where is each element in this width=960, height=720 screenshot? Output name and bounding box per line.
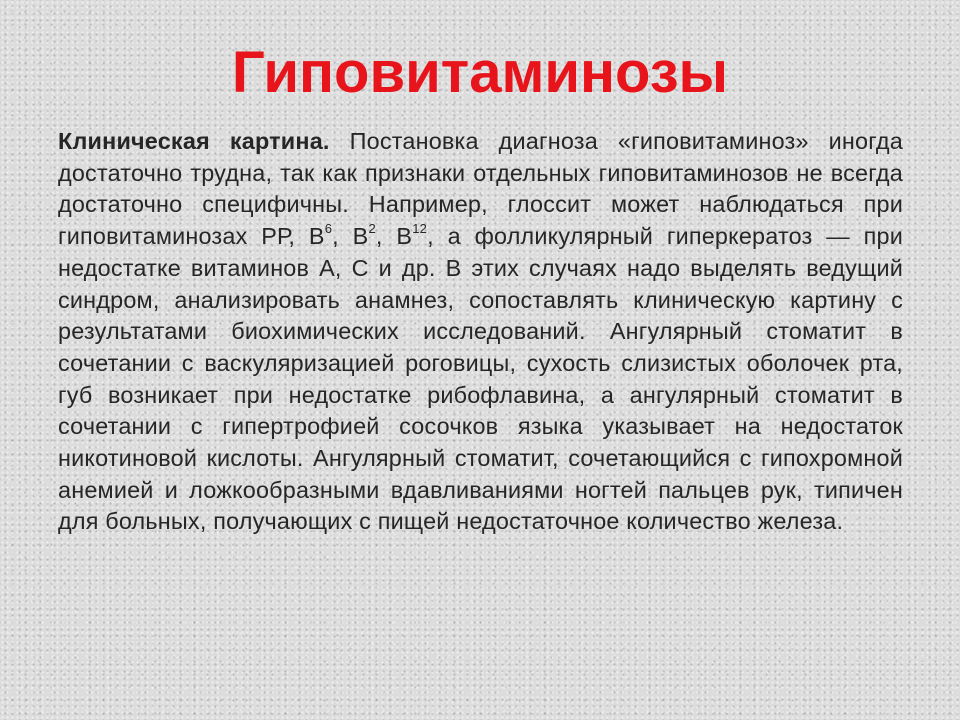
- body-paragraph: [58, 126, 903, 538]
- paragraph-text-4: , а фолликулярный гиперкератоз — при недостатке витаминов А, С и др. В этих случаях надо выделять ведущий синдром, анализировать анамнез, сопоставлять клиническую картину с результатами биохимических исследований. Ангулярный стоматит в сочетании с васкуляризацией роговицы, сухость слизистых оболочек рта, губ возникает при недостатке рибофлавина, а ангулярный стоматит в сочетании с гипертрофией сосочков языка указывает на недостаток никотиновой кислоты. Ангулярный стоматит, сочетающийся с гипохромной анемией и ложкообразными вдавливаниями ногтей пальцев рук, типичен для больных, получающих с пищей недостаточное количество железа.: [58, 223, 903, 535]
- paragraph-text-1: Постановка диагноза «гиповитаминоз» иногда достаточно трудна, так как признаки отдельных гиповитаминозов не всегда достаточно специфичны. Например, глоссит может наблюдаться при гиповитаминозах РР, В: [58, 128, 903, 250]
- paragraph-lead: Клиническая картина.: [58, 128, 330, 154]
- superscript-b2: 2: [368, 221, 376, 237]
- slide-title: Гиповитаминозы: [231, 40, 729, 105]
- superscript-b6: 6: [324, 221, 333, 237]
- superscript-b12: 12: [412, 221, 428, 237]
- paragraph-text-3: , В: [375, 223, 413, 250]
- paragraph-text-2: , В: [332, 223, 369, 250]
